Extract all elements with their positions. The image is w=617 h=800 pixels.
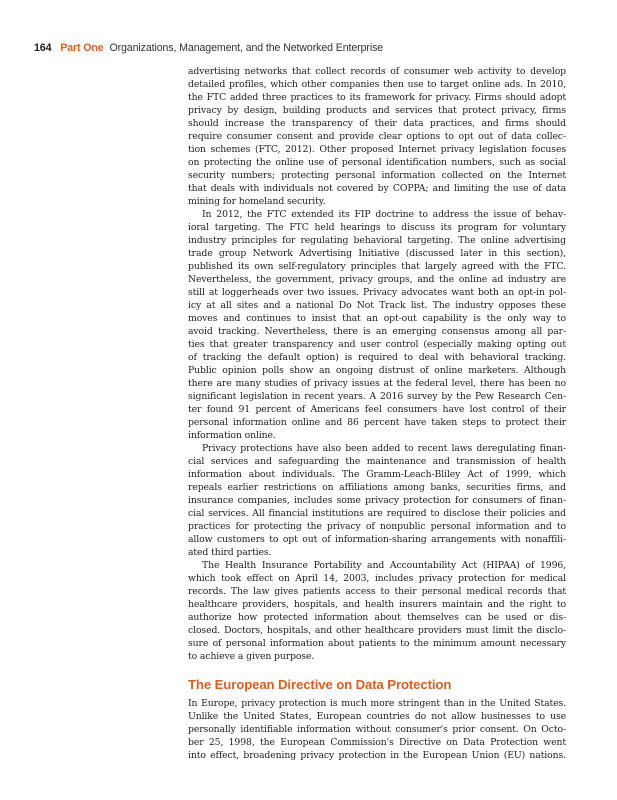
paragraph-line: cial services and safeguarding the maintenance and transmission of health [188, 456, 566, 467]
paragraph-line: mining for homeland security. [188, 196, 326, 207]
section-line: personally identifiable information without consumer's prior consent. On Octo- [188, 724, 566, 735]
paragraph-line: there are many studies of privacy issues at the federal level, there has been no [188, 378, 566, 389]
paragraph-line: cial services. All financial institutions are required to disclose their policies and [188, 508, 566, 519]
paragraph-line: advertising networks that collect records of consumer web activity to develop [188, 66, 566, 77]
paragraph-line: significant legislation in recent years. A 2016 survey by the Pew Research Cen- [188, 391, 566, 402]
paragraph-line: industry principles for regulating behavioral targeting. The online advertising [188, 235, 566, 246]
section-body [188, 697, 566, 762]
paragraph-line: ioral targeting. The FTC held hearings to discuss its program for voluntary [188, 222, 566, 233]
running-head [34, 42, 383, 54]
paragraph [188, 65, 566, 208]
paragraph-line: The Health Insurance Portability and Accountability Act (HIPAA) of 1996, [202, 560, 566, 571]
part-title: Organizations, Management, and the Networked Enterprise [109, 42, 384, 54]
paragraph-line: should increase the transparency of their data practices, and firms should [188, 118, 566, 129]
paragraph-line: Privacy protections have also been added to recent laws deregulating finan- [202, 443, 566, 454]
paragraph-line: tion schemes (FTC, 2012). Other proposed Internet privacy legislation focuses [188, 144, 566, 155]
paragraph-line: healthcare providers, hospitals, and health insurers maintain and the right to [188, 599, 566, 610]
paragraph-line: Nevertheless, the government, privacy groups, and the online ad industry are [188, 274, 566, 285]
paragraph-line: information online. [188, 430, 276, 441]
paragraph-line: ated third parties. [188, 547, 272, 558]
paragraph-line: which took effect on April 14, 2003, includes privacy protection for medical [188, 573, 566, 584]
paragraph-line: records. The law gives patients access to their personal medical records that [188, 586, 566, 597]
paragraph-line: closed. Doctors, hospitals, and other healthcare providers must limit the disclo- [188, 625, 566, 636]
paragraph-line: information about individuals. The Gramm-Leach-Bliley Act of 1999, which [188, 469, 566, 480]
paragraph-line: allow customers to opt out of information-sharing arrangements with nonaffili- [188, 534, 566, 545]
paragraphs [188, 65, 566, 663]
paragraph-line: moves and continues to insist that an opt-out capability is the only way to [188, 313, 566, 324]
paragraph-line: avoid tracking. Nevertheless, there is an emerging consensus among all par- [188, 326, 566, 337]
section-line: into effect, broadening privacy protection in the European Union (EU) nations. [188, 750, 566, 761]
paragraph-line: sure of personal information about patients to the minimum amount necessary [188, 638, 566, 649]
paragraph-line: of tracking the default option) is required to deal with behavioral tracking. [188, 352, 566, 363]
paragraph-line: that deals with individuals not covered by COPPA; and limiting the use of data [188, 183, 566, 194]
paragraph-line: security numbers; protecting personal information collected on the Internet [188, 170, 566, 181]
section-line: ber 25, 1998, the European Commission's Directive on Data Protection went [188, 737, 566, 748]
page-number: 164 [34, 42, 52, 54]
paragraph-line: insurance companies, includes some privacy protection for consumers of finan- [188, 495, 566, 506]
paragraph [188, 559, 566, 663]
paragraph-line: on protecting the online use of personal identification numbers, such as social [188, 157, 566, 168]
paragraph-line: icy at all sites and a national Do Not Track list. The industry opposes these [188, 300, 566, 311]
part-label: Part One [60, 42, 104, 54]
paragraph-line: the FTC added three practices to its framework for privacy. Firms should adopt [188, 92, 566, 103]
paragraph-line: ties that greater transparency and user control (especially making opting out [188, 339, 566, 350]
section-line: In Europe, privacy protection is much more stringent than in the United States. [188, 698, 566, 709]
paragraph-line: In 2012, the FTC extended its FIP doctrine to address the issue of behav- [202, 209, 566, 220]
section-line: Unlike the United States, European countries do not allow businesses to use [188, 711, 566, 722]
page-body [188, 65, 566, 762]
paragraph-line: authorize how protected information about themselves can be used or dis- [188, 612, 566, 623]
paragraph-line: still at loggerheads over two issues. Privacy advocates want both an opt-in pol- [188, 287, 566, 298]
paragraph-line: ter found 91 percent of Americans feel consumers have lost control of their [188, 404, 566, 415]
section-heading: The European Directive on Data Protection [188, 677, 452, 692]
paragraph-line: privacy by design, building products and services that protect privacy, firms [188, 105, 566, 116]
paragraph [188, 208, 566, 442]
paragraph-line: detailed profiles, which other companies then use to target online ads. In 2010, [188, 79, 566, 90]
paragraph-line: to achieve a given purpose. [188, 651, 315, 662]
paragraph-line: trade group Network Advertising Initiative (discussed later in this section), [188, 248, 566, 259]
paragraph-line: repeals earlier restrictions on affiliations among banks, securities firms, and [188, 482, 566, 493]
paragraph-line: published its own self-regulatory principles that largely agreed with the FTC. [188, 261, 566, 272]
paragraph-line: practices for protecting the privacy of nonpublic personal information and to [188, 521, 566, 532]
paragraph-line: Public opinion polls show an ongoing distrust of online marketers. Although [188, 365, 566, 376]
paragraph [188, 442, 566, 559]
paragraph-line: personal information online and 86 percent have taken steps to protect their [188, 417, 566, 428]
paragraph-line: require consumer consent and provide clear options to opt out of data collec- [188, 131, 566, 142]
